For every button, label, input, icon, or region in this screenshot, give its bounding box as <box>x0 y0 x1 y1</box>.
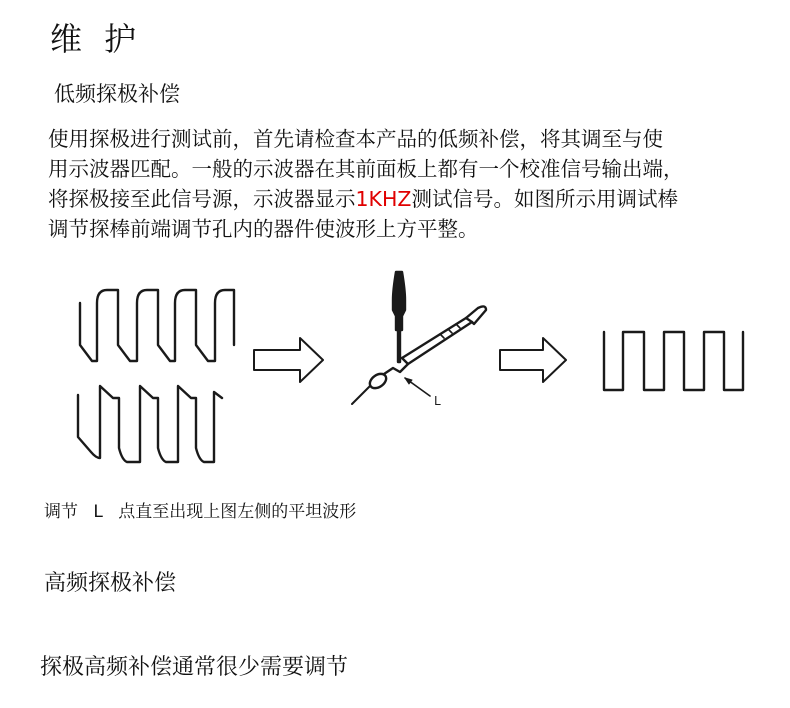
section-heading-low-freq: 低频探极补偿 <box>54 82 180 106</box>
frequency-highlight: 1KHZ <box>355 187 412 211</box>
arrow-right-icon <box>500 338 566 382</box>
paragraph-line-3 <box>48 184 768 214</box>
adjust-tool-icon <box>393 272 405 362</box>
compensation-figure <box>0 265 790 485</box>
instruction-paragraph <box>48 124 768 244</box>
figure-caption <box>44 497 366 522</box>
section-heading-high-freq: 高频探极补偿 <box>44 571 177 596</box>
paragraph-line-2: 用示波器匹配。一般的示波器在其前面板上都有一个校准信号输出端， <box>48 157 684 181</box>
paragraph-line-1: 使用探极进行测试前，首先请检查本产品的低频补偿，将其调至与使 <box>48 127 663 151</box>
caption-part-2: L <box>93 502 103 522</box>
probe-icon <box>352 306 486 404</box>
paragraph-line-3-end: 测试信号。如图所示用调试棒 <box>411 187 678 211</box>
page-title: 维 护 <box>50 20 143 58</box>
square-wave-overshoot-icon <box>80 290 234 361</box>
caption-part-3: 点直至出现上图左侧的平坦波形 <box>118 502 357 522</box>
square-wave-flat-icon <box>604 332 743 390</box>
square-wave-undershoot-icon <box>78 386 222 462</box>
caption-part-1: 调节 <box>44 502 78 522</box>
high-freq-note: 探极高频补偿通常很少需要调节 <box>40 655 349 680</box>
arrow-right-icon <box>254 338 323 382</box>
paragraph-line-4: 调节探棒前端调节孔内的器件使波形上方平整。 <box>48 217 479 241</box>
paragraph-line-3-start: 将探极接至此信号源，示波器显示 <box>48 187 356 211</box>
probe-label: L <box>434 394 441 408</box>
